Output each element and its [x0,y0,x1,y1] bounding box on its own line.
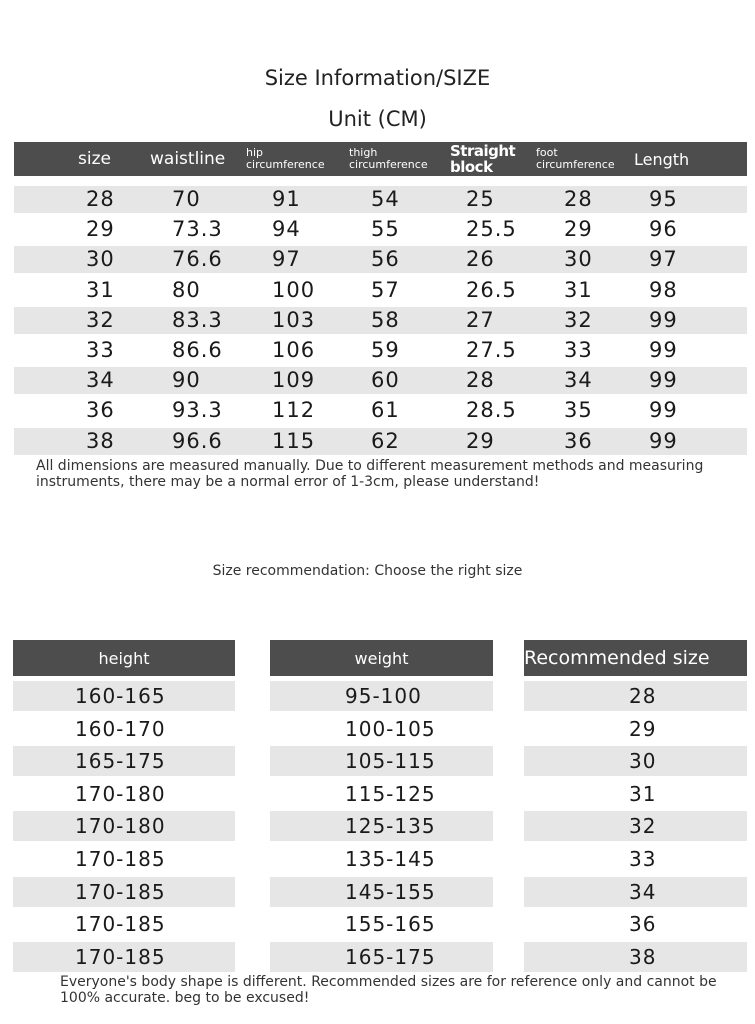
rec-row-recommended-size [524,746,747,776]
cell-size: 34 [86,368,115,393]
rec-row-weight [270,877,493,907]
cell-size: 31 [86,277,115,302]
cell-weight: 165-175 [345,944,436,969]
cell-height: 170-185 [75,879,166,904]
rec-row-height [13,779,235,809]
cell-hip: 94 [272,217,301,242]
cell-height: 170-185 [75,847,166,871]
cell-recommended-size: 38 [629,944,657,969]
size-row [14,277,747,304]
cell-length: 97 [649,247,678,272]
cell-thigh: 59 [371,338,400,362]
rec-row-weight [270,844,493,874]
measurement-note: All dimensions are measured manually. Due to different measurement methods and measuring instruments, there may be a normal error of 1-3cm, please understand! [36,458,704,490]
cell-straight-block: 29 [466,428,495,453]
cell-thigh: 61 [371,398,400,423]
cell-waistline: 76.6 [172,247,223,272]
cell-weight: 125-135 [345,814,436,839]
cell-waistline: 80 [172,277,201,302]
cell-thigh: 60 [371,368,400,393]
cell-hip: 115 [272,428,316,453]
cell-straight-block: 25.5 [466,217,517,242]
size-row [14,367,747,394]
cell-weight: 155-165 [345,912,436,937]
header-size: size [78,149,111,169]
header-hip-circumference: hip circumference [246,146,325,171]
cell-thigh: 56 [371,247,400,272]
cell-waistline: 96.6 [172,428,223,453]
cell-thigh: 62 [371,428,400,453]
cell-thigh: 54 [371,187,400,211]
recommendation-title: Size recommendation: Choose the right size [212,563,523,579]
header-straight-block: Straight block [450,142,516,176]
cell-recommended-size: 29 [629,716,657,741]
cell-length: 95 [649,187,678,211]
cell-size: 28 [86,187,115,211]
size-row [14,397,747,424]
size-row [14,246,747,273]
rec-row-height [13,746,235,776]
cell-waistline: 93.3 [172,398,223,423]
size-row [14,337,747,364]
cell-weight: 115-125 [345,781,436,806]
cell-recommended-size: 31 [629,781,657,806]
cell-foot: 28 [564,187,593,211]
cell-hip: 97 [272,247,301,272]
rec-row-height [13,877,235,907]
cell-weight: 145-155 [345,879,436,904]
cell-straight-block: 26.5 [466,277,517,302]
rec-row-height [13,909,235,939]
cell-size: 29 [86,217,115,242]
header-length: Length [634,149,690,169]
cell-straight-block: 26 [466,247,495,272]
cell-height: 170-180 [75,814,166,839]
rec-row-recommended-size [524,681,747,711]
rec-row-recommended-size [524,714,747,744]
rec-row-weight [270,811,493,841]
cell-hip: 91 [272,187,301,211]
cell-weight: 95-100 [345,684,422,708]
cell-recommended-size: 32 [629,814,657,839]
cell-recommended-size: 36 [629,912,657,937]
cell-straight-block: 28 [466,368,495,393]
cell-foot: 34 [564,368,593,393]
cell-length: 99 [649,307,678,332]
rec-row-weight [270,779,493,809]
cell-foot: 32 [564,307,593,332]
cell-height: 170-180 [75,781,166,806]
cell-hip: 100 [272,277,316,302]
cell-size: 30 [86,247,115,272]
page-title: Size Information/SIZE [264,66,491,90]
unit-label: Unit (CM) [328,107,427,131]
rec-row-weight [270,746,493,776]
cell-waistline: 86.6 [172,338,223,362]
rec-row-recommended-size [524,844,747,874]
rec-row-height [13,681,235,711]
cell-waistline: 70 [172,187,201,211]
cell-recommended-size: 28 [629,684,657,708]
cell-size: 33 [86,338,115,362]
cell-hip: 103 [272,307,316,332]
cell-foot: 35 [564,398,593,423]
cell-length: 98 [649,277,678,302]
size-row [14,216,747,243]
rec-row-height [13,942,235,972]
cell-foot: 33 [564,338,593,362]
rec-row-recommended-size [524,877,747,907]
cell-length: 96 [649,217,678,242]
cell-waistline: 90 [172,368,201,393]
cell-length: 99 [649,398,678,423]
rec-row-recommended-size [524,811,747,841]
cell-size: 36 [86,398,115,423]
size-row [14,428,747,455]
cell-height: 165-175 [75,749,166,774]
rec-row-height [13,811,235,841]
rec-row-recommended-size [524,779,747,809]
cell-foot: 29 [564,217,593,242]
footer-note: Everyone's body shape is different. Recommended sizes are for reference only and cannot be 100% accurate. beg to be excused! [60,974,717,1006]
size-row [14,186,747,213]
cell-hip: 112 [272,398,316,423]
cell-size: 38 [86,428,115,453]
header-waistline: waistline [150,149,226,169]
rec-row-height [13,844,235,874]
cell-foot: 36 [564,428,593,453]
cell-length: 99 [649,338,678,362]
header-recommended-size: Recommended size [524,640,747,676]
cell-recommended-size: 33 [629,847,657,871]
header-height: height [13,640,235,676]
cell-height: 170-185 [75,944,166,969]
cell-weight: 100-105 [345,716,436,741]
cell-weight: 105-115 [345,749,436,774]
rec-row-recommended-size [524,909,747,939]
cell-height: 170-185 [75,912,166,937]
cell-straight-block: 28.5 [466,398,517,423]
cell-length: 99 [649,428,678,453]
cell-size: 32 [86,307,115,332]
cell-recommended-size: 34 [629,879,657,904]
cell-weight: 135-145 [345,847,436,871]
cell-foot: 30 [564,247,593,272]
rec-row-weight [270,909,493,939]
rec-row-recommended-size [524,942,747,972]
header-weight: weight [270,640,493,676]
cell-foot: 31 [564,277,593,302]
cell-length: 99 [649,368,678,393]
cell-height: 160-170 [75,716,166,741]
cell-thigh: 58 [371,307,400,332]
rec-row-weight [270,714,493,744]
cell-height: 160-165 [75,684,166,708]
cell-thigh: 55 [371,217,400,242]
cell-waistline: 83.3 [172,307,223,332]
cell-straight-block: 27 [466,307,495,332]
size-row [14,307,747,334]
cell-straight-block: 27.5 [466,338,517,362]
size-table-header [14,142,747,176]
rec-row-weight [270,681,493,711]
cell-hip: 106 [272,338,316,362]
cell-hip: 109 [272,368,316,393]
header-thigh-circumference: thigh circumference [349,146,428,171]
rec-row-height [13,714,235,744]
cell-recommended-size: 30 [629,749,657,774]
cell-waistline: 73.3 [172,217,223,242]
cell-straight-block: 25 [466,187,495,211]
rec-row-weight [270,942,493,972]
cell-thigh: 57 [371,277,400,302]
header-foot-circumference: foot circumference [536,146,615,171]
